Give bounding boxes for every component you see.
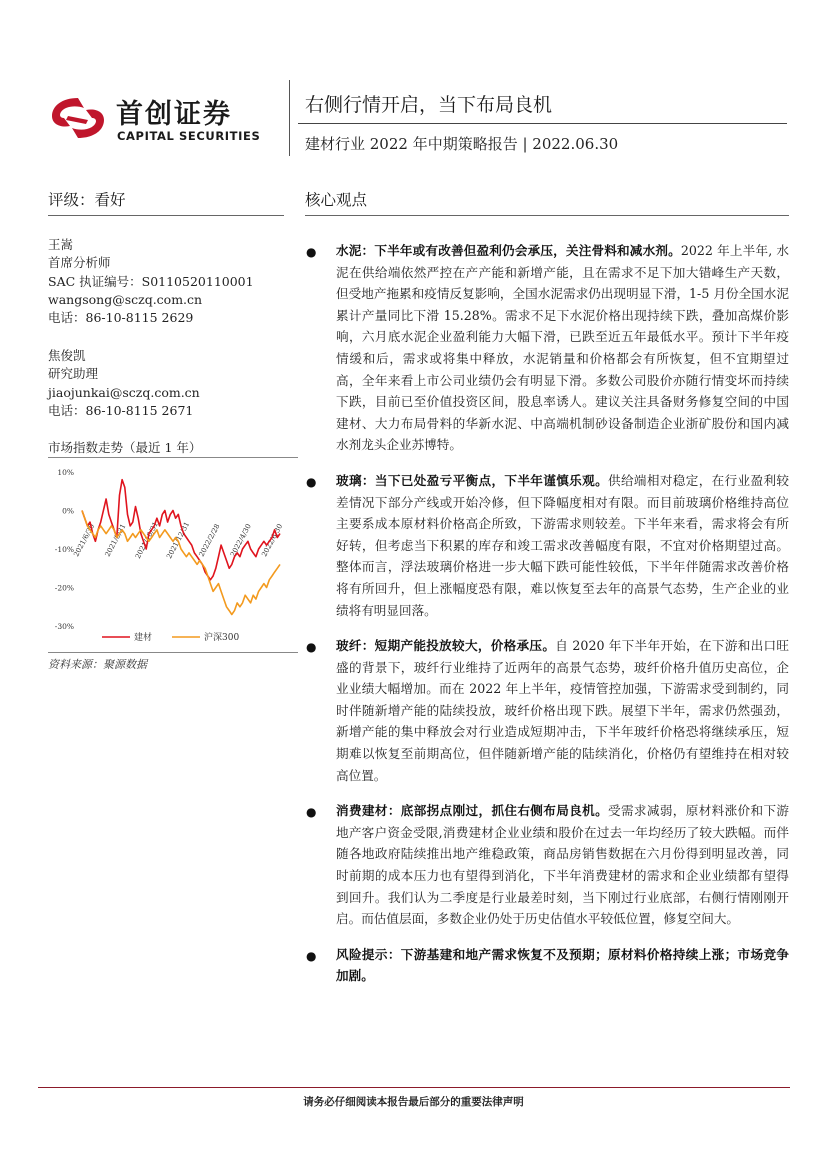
x-tick-label: 2021/10/31 (133, 520, 160, 561)
brand-name-cn: 首创证券 (116, 99, 232, 130)
y-tick-label: -20% (54, 583, 74, 593)
rating-rule (48, 215, 284, 216)
bullet-glass (306, 470, 789, 621)
bullet-lead: 风险提示：下游基建和地产需求恢复不及预期；原材料价格持续上涨；市场竞争加剧。 (336, 946, 789, 984)
analyst-name: 王嵩 (48, 237, 74, 252)
x-tick-label: 2022/6/30 (260, 522, 285, 559)
x-tick-label: 2022/2/28 (197, 522, 222, 559)
report-title: 右侧行情开启，当下布局良机 (305, 94, 553, 116)
chart-top-rule (48, 457, 298, 458)
bullet-body: 受需求减弱，原材料涨价和下游地产客户资金受限,消费建材企业业绩和股价在过去一年均经历了较大跌幅。而伴随各地政府陆续推出地产维稳政策，商品房销售数据在六月份得到明显改善，同时前期的成本压力也有望得到消化，下半年消费建材的需求和企业业绩都有望得到回升。我们认为二季度是行业最差时刻，当下刚过行业底部，右侧行情刚刚开启。而估值层面，多数企业仍处于历史估值水平较低位置，修复空间大。 (336, 803, 789, 927)
analyst-phone: 电话：86-10-8115 2671 (48, 402, 194, 418)
analyst-sac: SAC 执证编号：S0110520110001 (48, 273, 254, 289)
rating: 评级：看好 (48, 191, 126, 209)
chart-source: 资料来源：聚源数据 (48, 658, 147, 671)
analyst-card (48, 236, 254, 327)
analyst-email[interactable]: jiaojunkai@sczq.com.cn (48, 384, 200, 400)
x-tick-label: 2021/6/30 (72, 522, 97, 559)
brand-name-en: CAPITAL SECURITIES (117, 129, 261, 143)
legal-notice: 请务必仔细阅读本报告最后部分的重要法律声明 (303, 1096, 524, 1108)
chart-title: 市场指数走势（最近 1 年） (48, 440, 202, 455)
report-subtitle: 建材行业 2022 年中期策略报告 | 2022.06.30 (305, 135, 619, 153)
y-tick-label: 0% (62, 506, 74, 516)
chart-bottom-rule (48, 652, 298, 653)
bullet-body: 供给端相对稳定，在行业盈利较差情况下部分产线或开始冷修，但下降幅度相对有限。而目前玻璃价格维持高位主要系成本原材料价格高企所致，下游需求则较差。下半年来看，需求将会有所好转，但考虑当下积累的库存和竣工需求改善幅度有限，不宜对价格期望过高。整体而言，浮法玻璃价格进一步大幅下跌可能性较低，下半年伴随需求改善价格将有所回升，但上涨幅度恐有限，难以恢复至去年的高景气态势，生产企业的业绩将有明显回落。 (336, 472, 789, 618)
analyst-phone: 电话：86-10-8115 2629 (48, 310, 194, 326)
legend-label: 建材 (134, 633, 153, 643)
key-points (306, 240, 789, 1001)
bullet-dot-icon: ● (306, 640, 317, 655)
bullet-fiberglass (306, 635, 789, 786)
y-tick-label: -30% (54, 622, 74, 631)
y-tick-label: -10% (54, 545, 74, 554)
title-rule (298, 123, 787, 124)
x-tick-label: 2022/4/30 (228, 522, 253, 559)
section-rule (305, 215, 789, 216)
y-tick-label: 10% (57, 468, 74, 477)
bullet-dot-icon: ● (306, 805, 317, 820)
analyst-role: 研究助理 (48, 366, 99, 382)
bullet-lead: 玻璃：当下已处盈亏平衡点，下半年谨慎乐观。 (336, 472, 609, 488)
bullet-dot-icon: ● (306, 245, 317, 259)
bullet-lead: 玻纤：短期产能投放较大，价格承压。 (336, 638, 556, 654)
footer-rule (38, 1087, 790, 1088)
analyst-role: 首席分析师 (48, 255, 111, 271)
x-tick-label: 2021/12/31 (165, 520, 192, 561)
bullet-body: 自 2020 年下半年开始，在下游和出口旺盛的背景下，玻纤行业维持了近两年的高景气态势，玻纤价格升值历史高位，企业业绩大幅增加。而在 2022 年上半年，疫情管控加强，下游需求受到制约，同时伴随新增产能的陆续投放，玻纤价格出现下跌。展望下半年，需求仍然强劲，新增产能的集中释放会对行业造成短期冲击，下半年玻纤价格恐将继续承压，短期难以恢复至前期高位，但伴随新增产能的陆续消化，价格仍有望维持在相对较高位置。 (336, 638, 789, 783)
bullet-consumer-building (306, 800, 789, 930)
bullet-lead: 消费建材：底部拐点刚过，抓住右侧布局良机。 (336, 803, 609, 819)
bullet-risk (306, 944, 789, 987)
analyst-email[interactable]: wangsong@sczq.com.cn (48, 291, 203, 307)
analyst-name: 焦俊凯 (48, 348, 86, 363)
bullet-body: 2022 年上半年, 水泥在供给端依然严控在产产能和新增产能，且在需求不足下加大错峰生产天数，但受地产拖累和疫情反复影响，全国水泥需求仍出现明显下滑，1-5 月份全国水泥累计产量同比下滑 15.28%。需求不足下水泥价格出现持续下跌，叠加高煤价影响，六月底水泥企业盈利能力大幅下滑，已跌至近五年最低水平。预计下半年疫情缓和后，需求或将集中释放，水泥销量和价格都会有所恢复，但不宜期望过高，全年来看上市公司业绩仍会有明显下滑。多数公司股价亦随行情变坏而持续下跌，目前已至价值投资区间，股息率诱人。建议关注具备财务修复空间的中国建材、大力布局骨料的华新水泥、中高端机制砂设备制造企业浙矿股份和国内减水剂龙头企业苏博特。 (336, 243, 789, 453)
x-tick-label: 2021/8/31 (103, 522, 128, 559)
legend-label: 沪深300 (204, 633, 240, 643)
section-title: 核心观点 (305, 191, 368, 209)
bullet-lead: 水泥：下半年或有改善但盈利仍会承压，关注骨料和减水剂。 (336, 243, 681, 258)
bullet-dot-icon: ● (306, 948, 317, 963)
bullet-dot-icon: ● (306, 474, 317, 489)
capital-securities-logo-icon (48, 94, 108, 142)
market-index-chart (40, 460, 300, 652)
bullet-cement (306, 240, 789, 456)
analyst-card (48, 347, 200, 420)
header-divider (289, 80, 290, 156)
